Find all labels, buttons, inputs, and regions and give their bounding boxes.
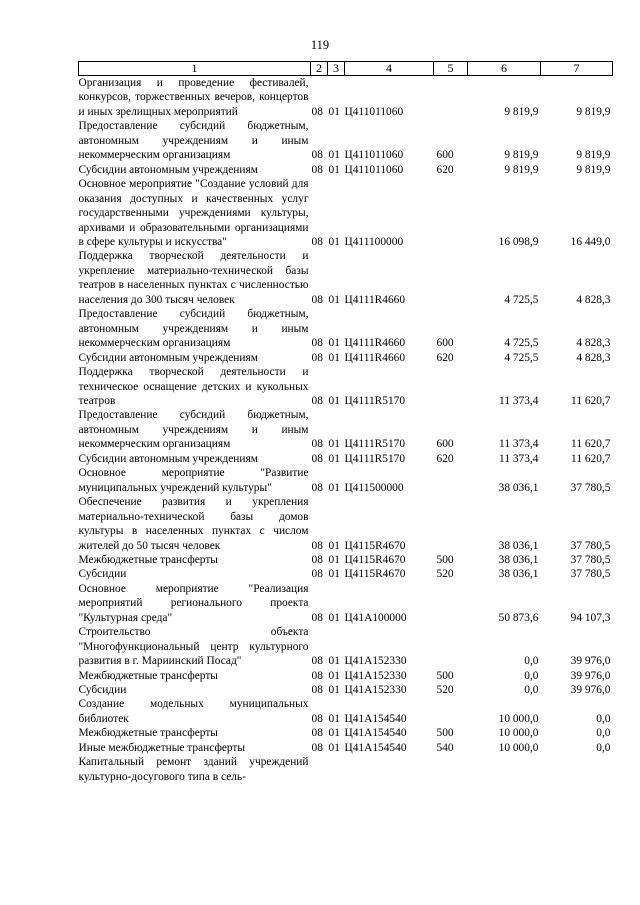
header-col-7: 7	[541, 62, 613, 76]
row-expense-type: 600	[436, 337, 454, 350]
row-target-code: Ц41A152330	[344, 655, 407, 668]
table-row	[79, 553, 613, 567]
table-row	[79, 625, 613, 668]
row-amount-year2: 94 107,3	[570, 611, 611, 624]
row-amount-year2: 4 828,3	[576, 351, 611, 364]
table-row	[79, 365, 613, 408]
budget-table	[78, 61, 613, 784]
row-section: 08	[311, 235, 323, 248]
row-amount-year2: 9 819,9	[576, 163, 611, 176]
row-expense-type	[434, 76, 468, 120]
row-section: 08	[311, 438, 323, 451]
row-amount-year2: 37 780,5	[570, 539, 611, 552]
row-target-code: Ц4111R5170	[344, 394, 406, 407]
row-amount-year1: 9 819,9	[504, 163, 539, 176]
row-expense-type: 620	[436, 163, 454, 176]
row-amount-year1: 0,0	[524, 684, 539, 697]
row-amount-year1: 16 098,9	[498, 235, 539, 248]
row-expense-type: 520	[436, 684, 454, 697]
row-amount-year2: 9 819,9	[576, 149, 611, 162]
row-name: Предоставление субсидий бюджетным, автономным учреждениям и иным некоммерческим организациям	[78, 409, 309, 451]
row-amount-year2: 11 620,7	[571, 394, 611, 407]
row-subsection: 01	[328, 712, 340, 725]
row-subsection: 01	[328, 684, 340, 697]
row-amount-year1: 38 036,1	[498, 568, 539, 581]
header-col-5: 5	[434, 62, 468, 76]
row-target-code: Ц41A100000	[344, 611, 407, 624]
row-amount-year2: 0,0	[596, 712, 611, 725]
row-subsection: 01	[328, 568, 340, 581]
row-target-code: Ц4115R4670	[344, 539, 406, 552]
table-row	[79, 163, 613, 177]
table-row	[79, 351, 613, 365]
table-row	[79, 755, 613, 784]
row-expense-type	[434, 495, 468, 553]
row-subsection: 01	[328, 553, 340, 566]
row-amount-year2: 11 620,7	[571, 452, 611, 465]
row-target-code: Ц41A154540	[344, 727, 407, 740]
row-amount-year2: 9 819,9	[576, 105, 611, 118]
row-amount-year2: 39 976,0	[570, 655, 611, 668]
header-row	[79, 62, 613, 76]
table-row	[79, 741, 613, 755]
table-row	[79, 726, 613, 740]
row-section: 08	[311, 684, 323, 697]
row-name: Основное мероприятие "Реализация мероприятий регионального проекта "Культурная среда"	[78, 582, 309, 624]
row-subsection: 01	[328, 293, 340, 306]
row-amount-year1: 9 819,9	[504, 149, 539, 162]
table-row	[79, 249, 613, 307]
row-amount-year1: 4 725,5	[504, 351, 539, 364]
row-amount-year2: 0,0	[596, 741, 611, 754]
row-amount-year2: 16 449,0	[570, 235, 611, 248]
row-section: 08	[311, 105, 323, 118]
row-target-code: Ц411011060	[344, 149, 404, 162]
row-expense-type	[434, 466, 468, 495]
row-target-code: Ц41A152330	[344, 684, 407, 697]
header-col-2: 2	[311, 62, 328, 76]
row-subsection: 01	[328, 669, 340, 682]
row-expense-type: 500	[436, 669, 454, 682]
row-amount-year1: 10 000,0	[498, 727, 539, 740]
row-amount-year1: 11 373,4	[499, 452, 539, 465]
row-section: 08	[311, 741, 323, 754]
row-expense-type	[434, 365, 468, 408]
row-section: 08	[311, 712, 323, 725]
row-subsection: 01	[328, 539, 340, 552]
row-name: Межбюджетные трансферты	[78, 553, 218, 566]
row-amount-year1: 0,0	[524, 655, 539, 668]
row-amount-year2: 37 780,5	[570, 568, 611, 581]
row-expense-type: 540	[436, 741, 454, 754]
row-amount-year2: 39 976,0	[570, 684, 611, 697]
row-name: Поддержка творческой деятельности и техническое оснащение детских и кукольных театров	[78, 366, 309, 407]
row-subsection: 01	[328, 337, 340, 350]
row-amount-year2: 4 828,3	[576, 293, 611, 306]
row-amount-year1: 38 036,1	[498, 553, 539, 566]
row-name: Предоставление субсидий бюджетным, автономным учреждениям и иным некоммерческим организациям	[78, 308, 309, 350]
row-amount-year2: 11 620,7	[571, 438, 611, 451]
table-row	[79, 452, 613, 466]
row-section: 08	[311, 539, 323, 552]
row-name: Поддержка творческой деятельности и укрепление материально-технической базы театров в населенных пунктах с численностью населения до 300 тысяч человек	[78, 250, 309, 306]
row-subsection: 01	[328, 149, 340, 162]
row-expense-type: 620	[436, 351, 454, 364]
row-amount-year1: 10 000,0	[498, 741, 539, 754]
table-row	[79, 495, 613, 553]
header-col-4: 4	[345, 62, 434, 76]
row-name: Капитальный ремонт зданий учреждений культурно-досугового типа в сель-	[78, 756, 309, 783]
row-section: 08	[311, 149, 323, 162]
row-amount-year1: 50 873,6	[498, 611, 539, 624]
row-target-code: Ц4115R4670	[344, 568, 406, 581]
row-section: 08	[311, 293, 323, 306]
row-name: Организация и проведение фестивалей, конкурсов, торжественных вечеров, концертов и иных зрелищных мероприятий	[78, 77, 309, 118]
row-expense-type: 500	[436, 727, 454, 740]
row-target-code: Ц411011060	[344, 163, 404, 176]
row-section: 08	[311, 351, 323, 364]
row-subsection: 01	[328, 611, 340, 624]
row-amount-year1: 4 725,5	[504, 293, 539, 306]
table-row	[79, 76, 613, 120]
row-subsection: 01	[328, 452, 340, 465]
row-section: 08	[311, 481, 323, 494]
row-amount-year1: 38 036,1	[498, 481, 539, 494]
row-target-code: Ц41A152330	[344, 669, 407, 682]
row-subsection: 01	[328, 351, 340, 364]
row-expense-type	[434, 249, 468, 307]
row-section: 08	[311, 655, 323, 668]
row-amount-year2: 4 828,3	[576, 337, 611, 350]
row-amount-year1: 10 000,0	[498, 712, 539, 725]
row-subsection: 01	[328, 655, 340, 668]
row-target-code: Ц4111R4660	[344, 351, 406, 364]
row-name: Предоставление субсидий бюджетным, автономным учреждениям и иным некоммерческим организациям	[78, 120, 309, 162]
row-subsection: 01	[328, 105, 340, 118]
table-row	[79, 119, 613, 162]
row-amount-year1: 0,0	[524, 669, 539, 682]
row-name: Строительство объекта "Многофункциональный центр культурного развития в г. Мариинский Посад"	[78, 626, 309, 668]
row-subsection: 01	[328, 163, 340, 176]
row-amount-year1: 11 373,4	[499, 438, 539, 451]
row-name: Основное мероприятие "Создание условий для оказания доступных и качественных услуг государственными учреждениями культуры, архивами и образовательными организациями в сфере культуры и искусства"	[78, 178, 309, 248]
row-expense-type	[434, 755, 468, 784]
row-name: Субсидии автономным учреждениям	[78, 351, 258, 364]
row-expense-type	[434, 582, 468, 625]
row-expense-type	[434, 625, 468, 668]
row-expense-type: 520	[436, 568, 454, 581]
row-name: Субсидии	[78, 684, 127, 697]
row-amount-year2: 37 780,5	[570, 553, 611, 566]
row-target-code: Ц4115R4670	[344, 553, 406, 566]
table-row	[79, 582, 613, 625]
row-target-code: Ц4111R4660	[344, 293, 406, 306]
row-amount-year1: 4 725,5	[504, 337, 539, 350]
row-target-code	[345, 755, 434, 784]
row-name: Обеспечение развития и укрепления материально-технической базы домов культуры в населенных пунктах с числом жителей до 50 тысяч человек	[78, 496, 309, 552]
row-expense-type	[434, 177, 468, 249]
row-section	[311, 755, 328, 784]
row-section: 08	[311, 727, 323, 740]
row-section: 08	[311, 337, 323, 350]
table-row	[79, 177, 613, 249]
row-amount-year2	[541, 755, 613, 784]
row-name: Создание модельных муниципальных библиотек	[78, 698, 309, 725]
row-target-code: Ц4111R5170	[344, 452, 406, 465]
header-col-6: 6	[468, 62, 541, 76]
row-expense-type	[434, 697, 468, 726]
row-name: Субсидии	[78, 568, 127, 581]
row-target-code: Ц41A154540	[344, 712, 407, 725]
row-subsection: 01	[328, 481, 340, 494]
row-section: 08	[311, 452, 323, 465]
row-expense-type: 600	[436, 438, 454, 451]
row-target-code: Ц41A154540	[344, 741, 407, 754]
row-name: Межбюджетные трансферты	[78, 727, 218, 740]
page-number: 119	[310, 38, 330, 52]
row-target-code: Ц411100000	[344, 235, 404, 248]
table-row	[79, 307, 613, 350]
row-section: 08	[311, 611, 323, 624]
row-amount-year2: 37 780,5	[570, 481, 611, 494]
header-col-1: 1	[79, 62, 311, 76]
row-name: Субсидии автономным учреждениям	[78, 163, 258, 176]
row-expense-type: 500	[436, 553, 454, 566]
row-target-code: Ц411500000	[344, 481, 404, 494]
row-target-code: Ц4111R5170	[344, 438, 406, 451]
row-subsection: 01	[328, 727, 340, 740]
row-name: Иные межбюджетные трансферты	[78, 741, 246, 754]
row-expense-type: 620	[436, 452, 454, 465]
row-name: Основное мероприятие "Развитие муниципальных учреждений культуры"	[78, 467, 309, 494]
table-row	[79, 697, 613, 726]
row-subsection: 01	[328, 235, 340, 248]
row-name: Субсидии автономным учреждениям	[78, 452, 258, 465]
table-row	[79, 567, 613, 581]
row-subsection: 01	[328, 394, 340, 407]
row-subsection	[328, 755, 345, 784]
row-amount-year1: 38 036,1	[498, 539, 539, 552]
row-section: 08	[311, 163, 323, 176]
row-expense-type: 600	[436, 149, 454, 162]
row-subsection: 01	[328, 741, 340, 754]
row-section: 08	[311, 568, 323, 581]
row-section: 08	[311, 553, 323, 566]
header-col-3: 3	[328, 62, 345, 76]
row-subsection: 01	[328, 438, 340, 451]
row-name: Межбюджетные трансферты	[78, 669, 218, 682]
row-section: 08	[311, 669, 323, 682]
row-amount-year1: 11 373,4	[499, 394, 539, 407]
table-row	[79, 408, 613, 451]
row-amount-year1: 9 819,9	[504, 105, 539, 118]
table-body	[79, 76, 613, 785]
row-amount-year2: 39 976,0	[570, 669, 611, 682]
row-section: 08	[311, 394, 323, 407]
row-target-code: Ц4111R4660	[344, 337, 406, 350]
table-row	[79, 669, 613, 683]
row-amount-year2: 0,0	[596, 727, 611, 740]
row-target-code: Ц411011060	[344, 105, 404, 118]
row-amount-year1	[468, 755, 541, 784]
table-row	[79, 683, 613, 697]
table-row	[79, 466, 613, 495]
